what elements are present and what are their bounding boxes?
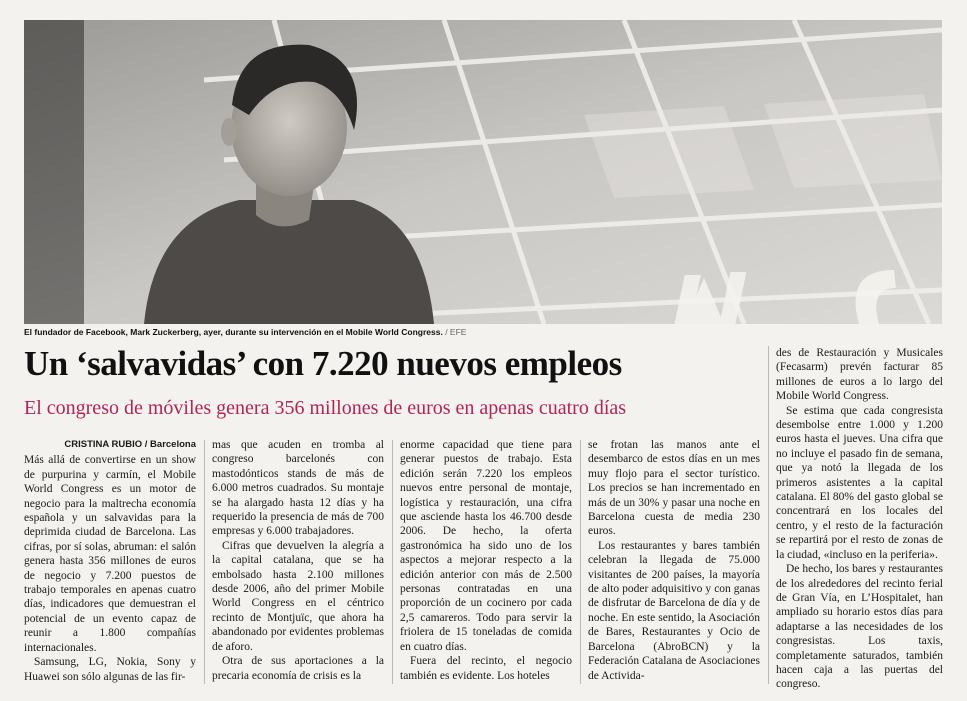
paragraph: mas que acuden en tromba al congreso barcelonés con mastodónticos stands de más de 6.000 metros cuadrados. Su montaje se ha alargado hasta 12 días y ha requerido la presencia de más de 700 empresas y 6.000 trabajadores. [212, 439, 384, 538]
photo-credit: / EFE [445, 327, 467, 337]
photo-illustration [24, 20, 942, 324]
column-rule [204, 440, 205, 684]
caption-text: El fundador de Facebook, Mark Zuckerberg, ayer, durante su intervención en el Mobile World Congress. [24, 327, 443, 337]
article-byline: CRISTINA RUBIO / Barcelona [64, 439, 196, 450]
paragraph: des de Restauración y Musicales (Fecasarm) prevén facturar 85 millones de euros a lo largo del Mobile World Congress. [776, 347, 943, 403]
paragraph: Cifras que devuelven la alegría a la capital catalana, que se ha embolsado hasta 2.100 millones desde 2006, año del primer Mobile World Congress en el céntrico recinto de Montjuïc, que ahora ha abandonado por evidentes problemas de aforo. [212, 539, 384, 653]
paragraph: Se estima que cada congresista desembolse entre 1.000 y 1.200 euros hasta el jueves. Una cifra que no incluye el pasado fin de semana, que ya notó la llegada de los primeros asistentes a la capital catalana. El 80% del gasto global se concentrará en los locales del centro, y el resto de la facturación se repartirá por el resto de zonas de la ciudad, «incluso en la periferia». [776, 404, 943, 561]
photo-caption [24, 327, 942, 341]
column-rule [768, 346, 769, 684]
paragraph: De hecho, los bares y restaurantes de los alrededores del recinto ferial de Gran Vía, en L’Hospitalet, han ampliado su horario estos días para adaptarse a las necesidades de los congresistas. Los taxis, completamente saturados, también hacen caja a las puertas del congreso. [776, 563, 943, 691]
article-column-2 [212, 438, 384, 683]
column-rule [392, 440, 393, 684]
article-column-5 [776, 346, 943, 692]
paragraph: Fuera del recinto, el negocio también es evidente. Los hoteles [400, 655, 572, 682]
article-headline: Un ‘salvavidas’ con 7.220 nuevos empleos [24, 344, 622, 383]
article-subheadline: El congreso de móviles genera 356 millones de euros en apenas cuatro días [24, 397, 627, 419]
column-rule [580, 440, 581, 684]
paragraph: enorme capacidad que tiene para generar puestos de trabajo. Esta edición serán 7.220 los empleos nuevos entre personal de montaje, logística y restauración, una cifra que asciende hasta los 46.700 desde 2006. De hecho, la oferta gastronómica ha sido uno de los aspectos a mejorar respecto a la edición anterior con más de 2.500 personas contratadas en una proporción de un cocinero por cada 2,5 camareros. Todo para servir la friolera de 15 toneladas de comida en cuatro días. [400, 439, 572, 653]
article-column-3 [400, 438, 572, 683]
article-photo [24, 20, 942, 324]
article-column-1 [24, 438, 196, 684]
paragraph: Más allá de convertirse en un show de purpurina y carmín, el Mobile World Congress es un motor de negocio para la maltrecha economía española y un salvavidas para la deprimida ciudad de Barcelona. Las cifras, por sí solas, abruman: el salón genera hasta 356 millones de euros de negocio y 7.200 puestos de trabajo temporales en apenas cuatro días, indicadores que demuestran el potencial de un evento capaz de reunir a 1.800 compañías internacionales. [24, 454, 196, 654]
paragraph: Samsung, LG, Nokia, Sony y Huawei son sólo algunas de las fir- [24, 656, 196, 683]
paragraph: se frotan las manos ante el desembarco de estos días en un mes muy flojo para el sector turístico. Los precios se han incrementado en más de un 30% y pasar una noche en Barcelona cuesta de media 230 euros. [588, 439, 760, 538]
paragraph: Otra de sus aportaciones a la precaria economía de crisis es la [212, 655, 384, 682]
article-column-4 [588, 438, 760, 683]
paragraph: Los restaurantes y bares también celebran la llegada de 75.000 visitantes de 200 países, la mayoría de alto poder adquisitivo y con ganas de disfrutar de Barcelona de día y de noche. En este sentido, la Asociación de Bares, Restaurantes y Ocio de Barcelona (AbroBCN) y la Federación Catalana de Asociaciones de Activida- [588, 539, 760, 682]
